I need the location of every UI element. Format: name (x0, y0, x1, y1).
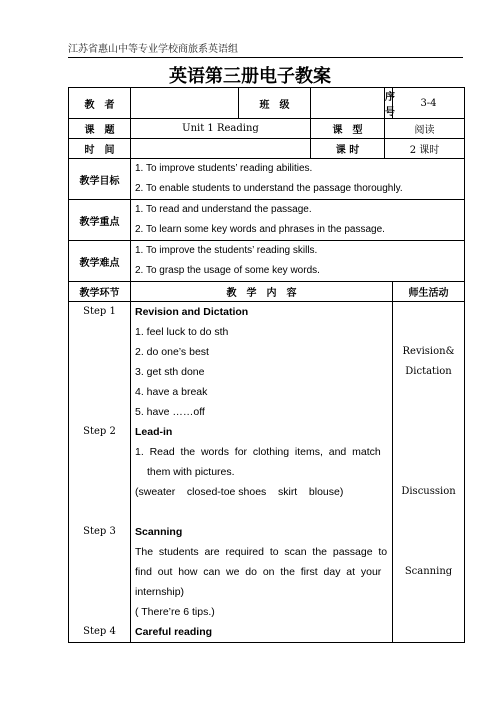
leadin-title: Lead-in (135, 426, 173, 438)
time-value (131, 139, 311, 159)
key-points-label: 教学重点 (69, 200, 131, 241)
revision-title: Revision and Dictation (135, 306, 249, 318)
teacher-label: 教 者 (69, 88, 131, 119)
hours-value: 2 课时 (385, 139, 465, 159)
class-value (311, 88, 385, 119)
revision-item-5: 5. have ……off (135, 406, 205, 418)
activity-discussion: Discussion (401, 486, 456, 497)
activity-dictation: Dictation (405, 366, 452, 377)
process-activity-header: 师生活动 (393, 282, 465, 302)
time-label: 时 间 (69, 139, 131, 159)
leadin-words: (sweater closed-toe shoes skirt blouse) (135, 486, 344, 498)
step-4: Step 4 (83, 626, 116, 637)
step-2: Step 2 (83, 426, 116, 437)
key-points-content: 1. To read and understand the passage. 2. To learn some key words and phrases in the passage. (131, 200, 465, 241)
document-title: 英语第三册电子教案 (169, 66, 331, 87)
type-label: 课 型 (311, 119, 385, 139)
careful-reading-title: Careful reading (135, 626, 213, 638)
topic-value: Unit 1 Reading (131, 119, 311, 139)
class-label: 班 级 (239, 88, 311, 119)
step-1: Step 1 (83, 306, 116, 317)
type-value: 阅读 (385, 119, 465, 139)
scanning-line-4: ( There’re 6 tips.) (135, 606, 215, 618)
topic-label: 课 题 (69, 119, 131, 139)
lesson-plan-table (68, 87, 465, 643)
revision-item-3: 3. get sth done (135, 366, 205, 378)
activities-column (393, 302, 465, 643)
difficulties-content: 1. To improve the students’ reading skills. 2. To grasp the usage of some key words. (131, 241, 465, 282)
teaching-content (131, 302, 393, 643)
revision-item-2: 2. do one’s best (135, 346, 209, 358)
activity-scanning: Scanning (404, 566, 453, 577)
scanning-line-2: find out how can we do on the first day at your (135, 566, 382, 578)
steps-column (69, 302, 131, 643)
teacher-value (131, 88, 239, 119)
process-content-header: 教 学 内 容 (131, 282, 393, 302)
seq-label: 序 号 (385, 88, 393, 119)
process-step-header: 教学环节 (69, 282, 131, 302)
objectives-label: 教学目标 (69, 159, 131, 200)
difficulties-label: 教学难点 (69, 241, 131, 282)
objectives-content: 1. To improve students’ reading abilities. 2. To enable students to understand the passage thoroughly. (131, 159, 465, 200)
scanning-title: Scanning (135, 526, 183, 538)
hours-label: 课 时 (311, 139, 385, 159)
revision-item-1: 1. feel luck to do sth (135, 326, 229, 338)
step-3: Step 3 (83, 526, 116, 537)
scanning-line-3: internship) (135, 586, 185, 598)
activity-revision: Revision& (402, 346, 455, 357)
scanning-line-1: The students are required to scan the passage to (135, 546, 388, 558)
seq-value: 3-4 (393, 88, 465, 119)
revision-item-4: 4. have a break (135, 386, 208, 398)
leadin-line-2: them with pictures. (147, 466, 235, 478)
leadin-line-1: 1. Read the words for clothing items, and match (135, 446, 381, 458)
school-header: 江苏省惠山中等专业学校商旅系英语组 (68, 40, 463, 58)
